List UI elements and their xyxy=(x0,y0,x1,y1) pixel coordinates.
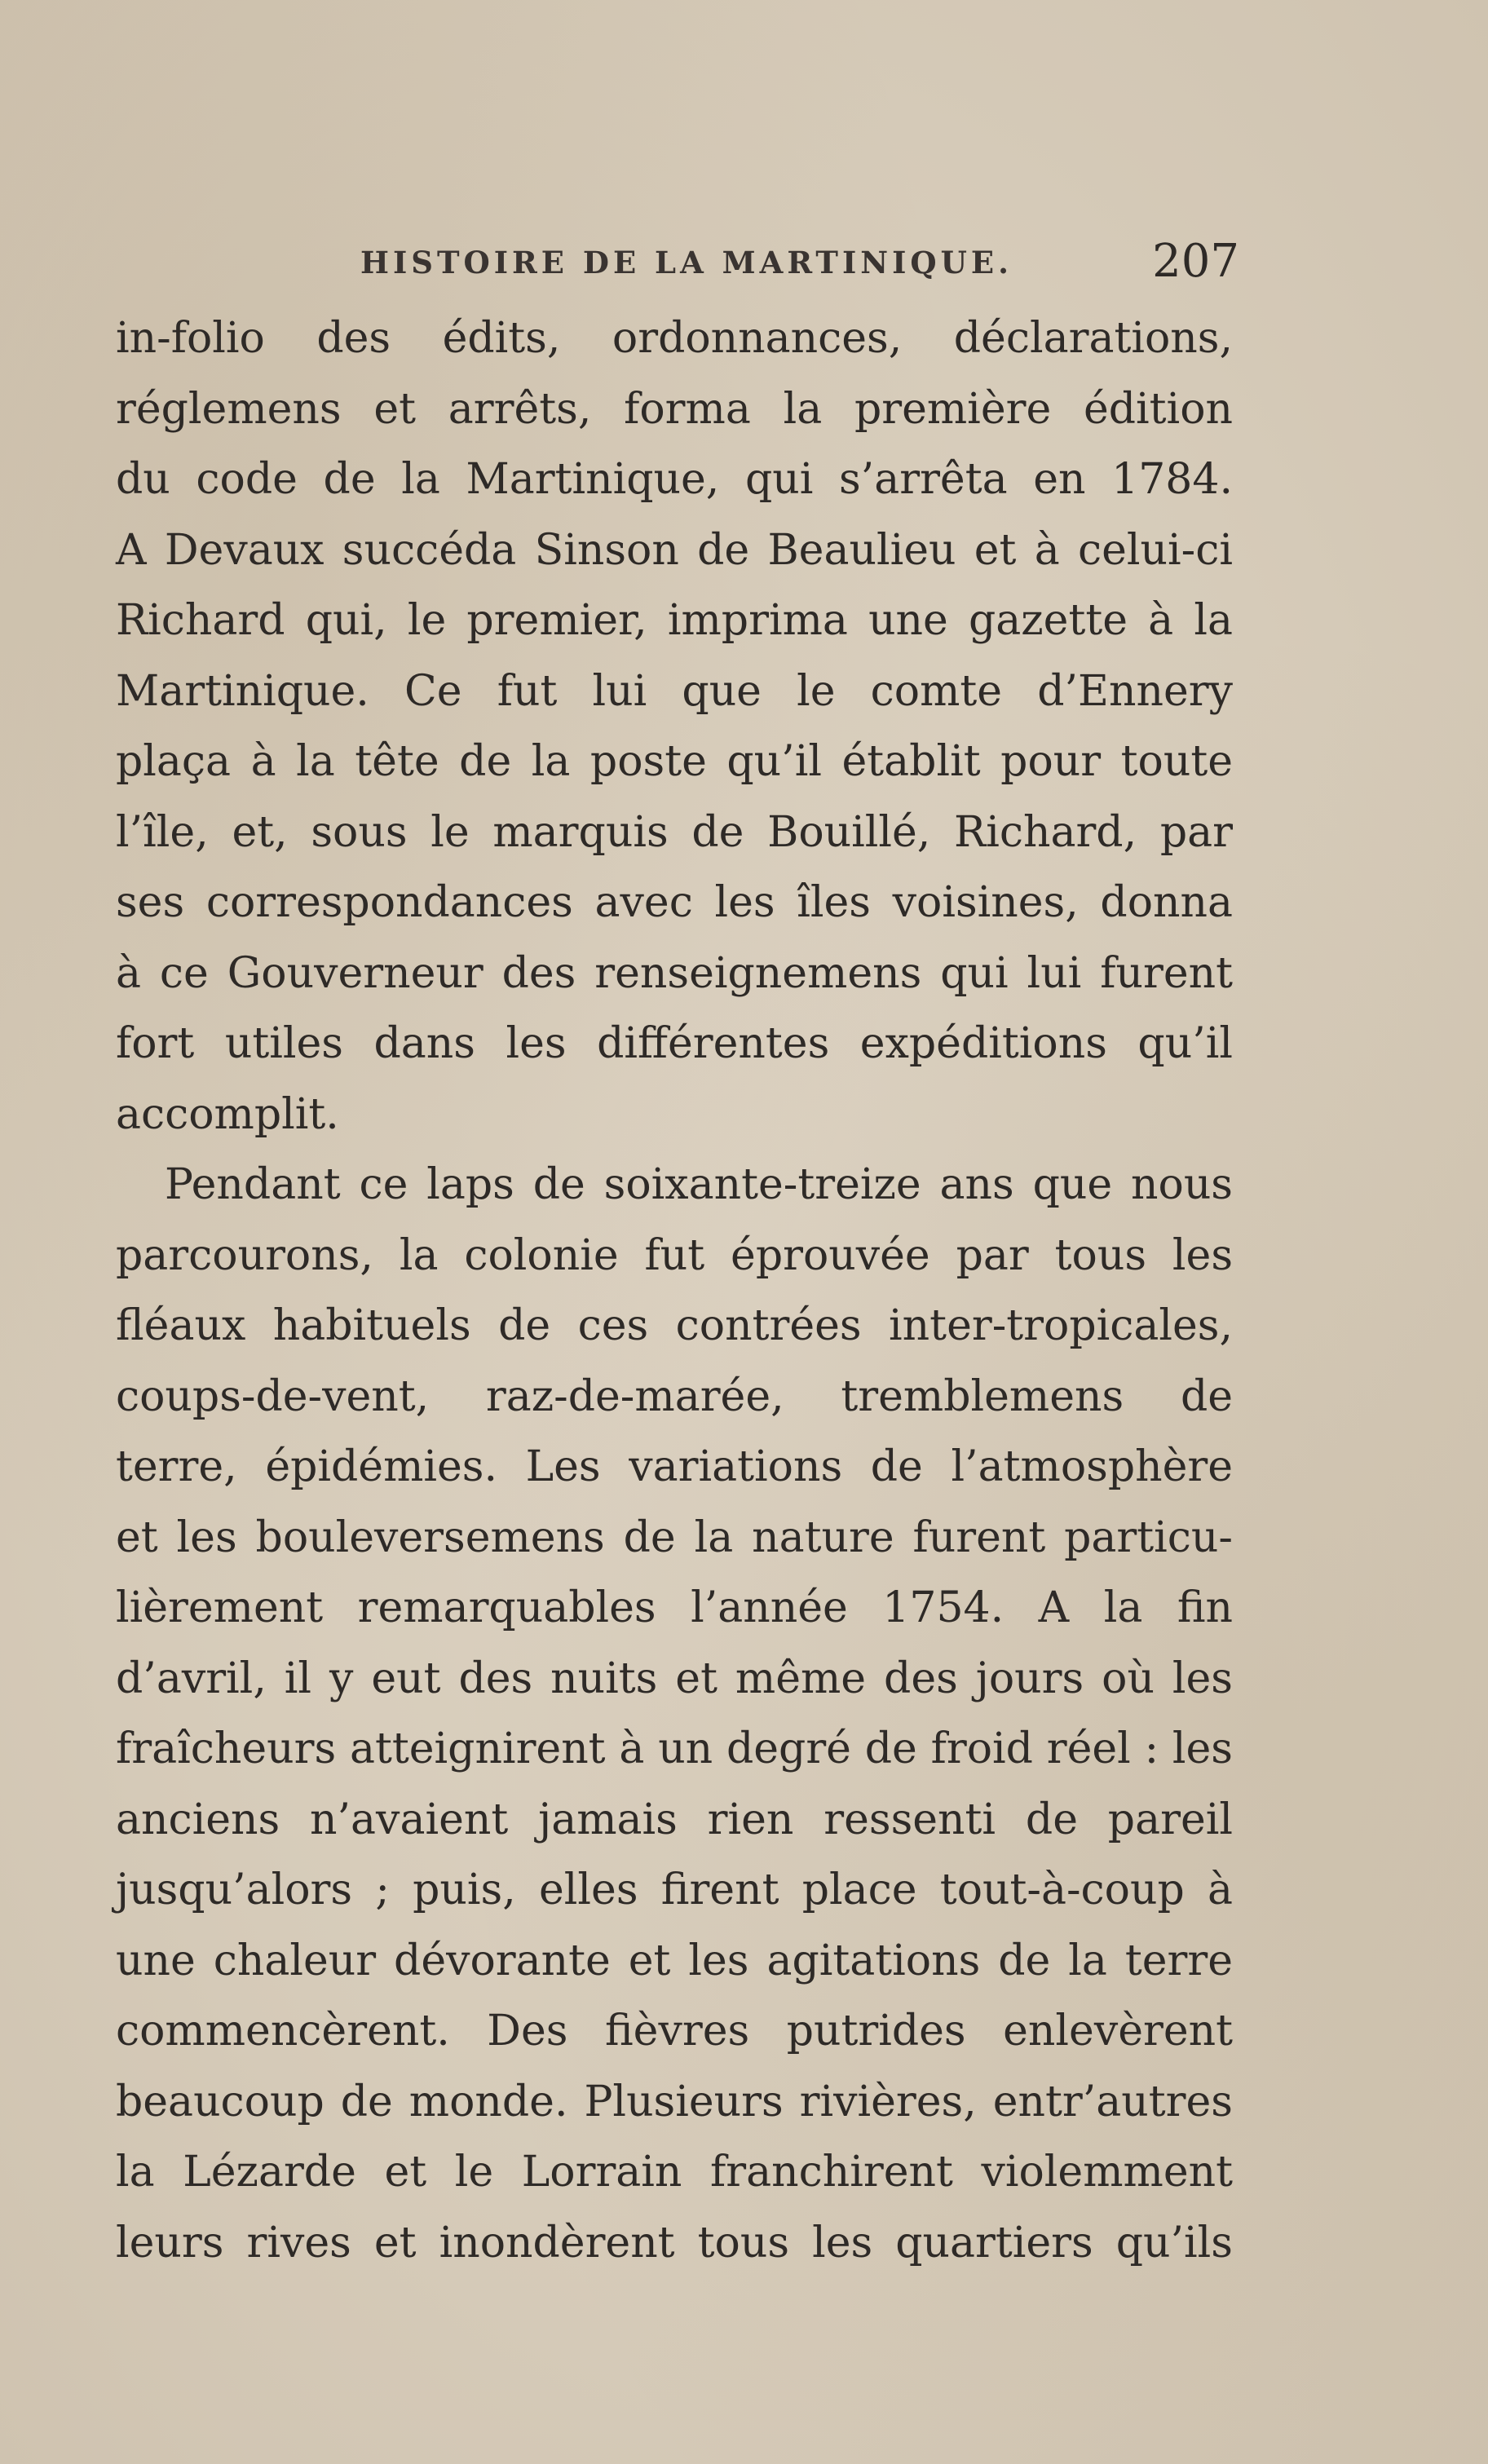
text-line: fraîcheurs atteignirent à un degré de froid réel : les xyxy=(116,1724,1233,1773)
text-line: commencèrent. Des fièvres putrides enlevèrent xyxy=(116,2007,1233,2056)
text-line: réglemens et arrêts, forma la première édition xyxy=(116,384,1233,434)
page-number: 207 xyxy=(1152,235,1239,288)
text-line: à ce Gouverneur des renseignemens qui lui furent xyxy=(116,948,1233,998)
text-line: fort utiles dans les différentes expéditions qu’il xyxy=(116,1019,1233,1068)
text-line: terre, épidémies. Les variations de l’atmosphère xyxy=(116,1442,1233,1491)
running-head-title: HISTOIRE DE LA MARTINIQUE. xyxy=(360,245,1013,280)
text-line: ses correspondances avec les îles voisines, donna xyxy=(116,878,1233,927)
text-line: la Lézarde et le Lorrain franchirent violemment xyxy=(116,2148,1233,2197)
text-line: coups-de-vent, raz-de-marée, tremblemens de xyxy=(116,1371,1233,1421)
text-line: parcourons, la colonie fut éprouvée par tous les xyxy=(116,1230,1233,1280)
text-line: l’île, et, sous le marquis de Bouillé, Richard, par xyxy=(116,807,1233,857)
text-line: jusqu’alors ; puis, elles firent place tout-à-coup à xyxy=(116,1866,1233,1914)
text-line: d’avril, il y eut des nuits et même des jours où les xyxy=(116,1654,1233,1703)
text-line: accomplit. xyxy=(116,1089,339,1139)
paragraph-2 xyxy=(116,1150,1233,2278)
text-block xyxy=(116,230,1239,2278)
text-line: Pendant ce laps de soixante-treize ans que nous xyxy=(165,1160,1233,1209)
text-line: et les bouleversemens de la nature furent particu- xyxy=(116,1512,1233,1562)
running-head xyxy=(116,230,1239,298)
text-line: anciens n’avaient jamais rien ressenti de pareil xyxy=(116,1795,1233,1844)
text-line: in-folio des édits, ordonnances, déclarations, xyxy=(116,314,1233,363)
text-line: du code de la Martinique, qui s’arrêta en 1784. xyxy=(116,455,1233,504)
text-line: une chaleur dévorante et les agitations de la terre xyxy=(116,1936,1233,1985)
text-line: A Devaux succéda Sinson de Beaulieu et à celui-ci xyxy=(116,525,1233,575)
text-line: fléaux habituels de ces contrées inter-tropicales, xyxy=(116,1301,1233,1350)
text-line: beaucoup de monde. Plusieurs rivières, entr’autres xyxy=(116,2077,1233,2126)
text-line: Martinique. Ce fut lui que le comte d’Ennery xyxy=(116,666,1233,716)
text-line: plaça à la tête de la poste qu’il établit pour toute xyxy=(116,737,1233,786)
text-line: Richard qui, le premier, imprima une gazette à la xyxy=(116,596,1233,645)
paragraph-1 xyxy=(116,303,1233,1150)
text-line: leurs rives et inondèrent tous les quartiers qu’ils xyxy=(116,2218,1233,2267)
text-line: lièrement remarquables l’année 1754. A la fin xyxy=(116,1583,1233,1632)
